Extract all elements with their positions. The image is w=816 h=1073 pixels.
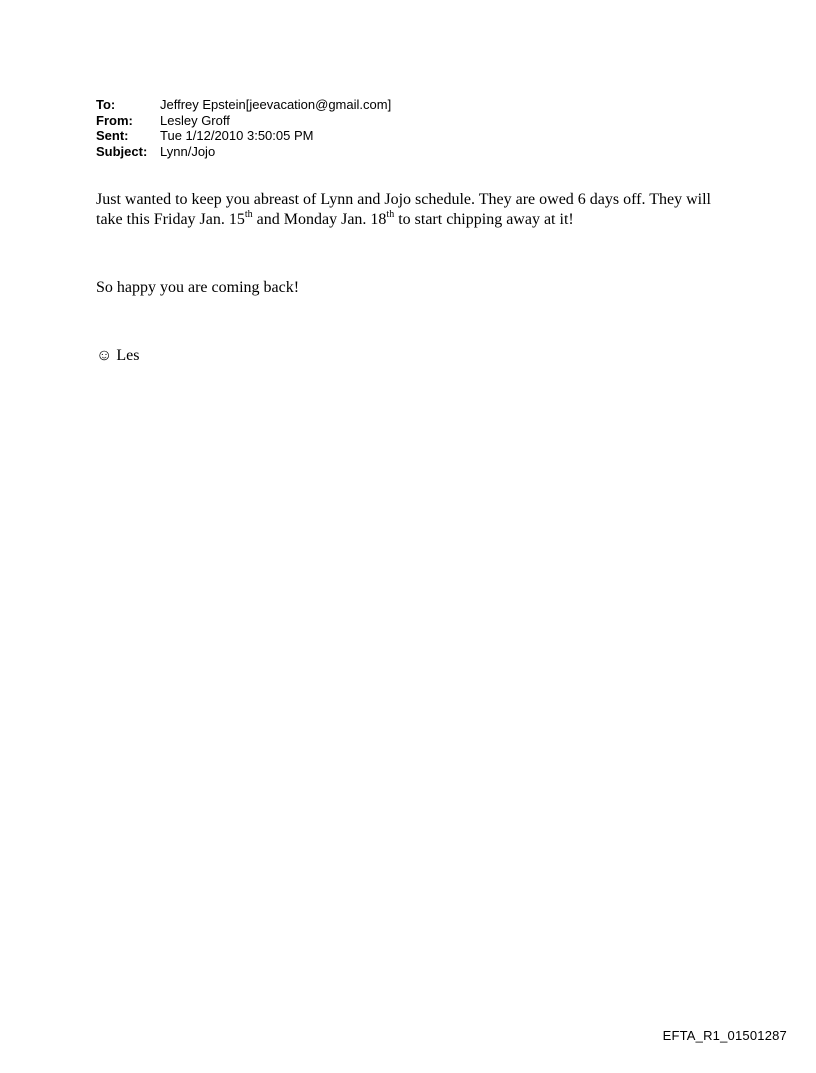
subject-label: Subject:: [96, 143, 148, 159]
from-value: Lesley Groff: [160, 112, 230, 128]
sent-value: Tue 1/12/2010 3:50:05 PM: [160, 128, 314, 143]
signoff: [96, 346, 736, 366]
signature: Les: [112, 347, 140, 364]
sent-label: Sent:: [96, 128, 129, 143]
ordinal-suffix: th: [386, 208, 395, 220]
email-header: [96, 97, 391, 159]
from-row: [96, 113, 391, 129]
smiley-icon: ☺: [96, 347, 113, 364]
paragraph-text-end: to start chipping away at it!: [394, 211, 574, 228]
from-label: From:: [96, 112, 133, 128]
to-label: To:: [96, 97, 116, 112]
document-id: EFTA_R1_01501287: [662, 1028, 787, 1043]
sent-row: [96, 128, 391, 144]
to-value: Jeffrey Epstein[jeevacation@gmail.com]: [160, 97, 392, 112]
paragraph-text-start: Just wanted to keep you abreast of Lynn and Jojo schedule. They are owed 6 days off. They will take this Friday Jan. 15: [96, 191, 711, 228]
body-paragraph-happy: So happy you are coming back!: [96, 279, 300, 296]
body-paragraph-schedule: [96, 190, 736, 230]
subject-row: [96, 144, 391, 160]
paragraph-text-middle: and Monday Jan. 18: [252, 211, 387, 228]
ordinal-suffix: th: [244, 208, 253, 220]
to-row: [96, 97, 391, 113]
subject-value: Lynn/Jojo: [160, 143, 216, 159]
